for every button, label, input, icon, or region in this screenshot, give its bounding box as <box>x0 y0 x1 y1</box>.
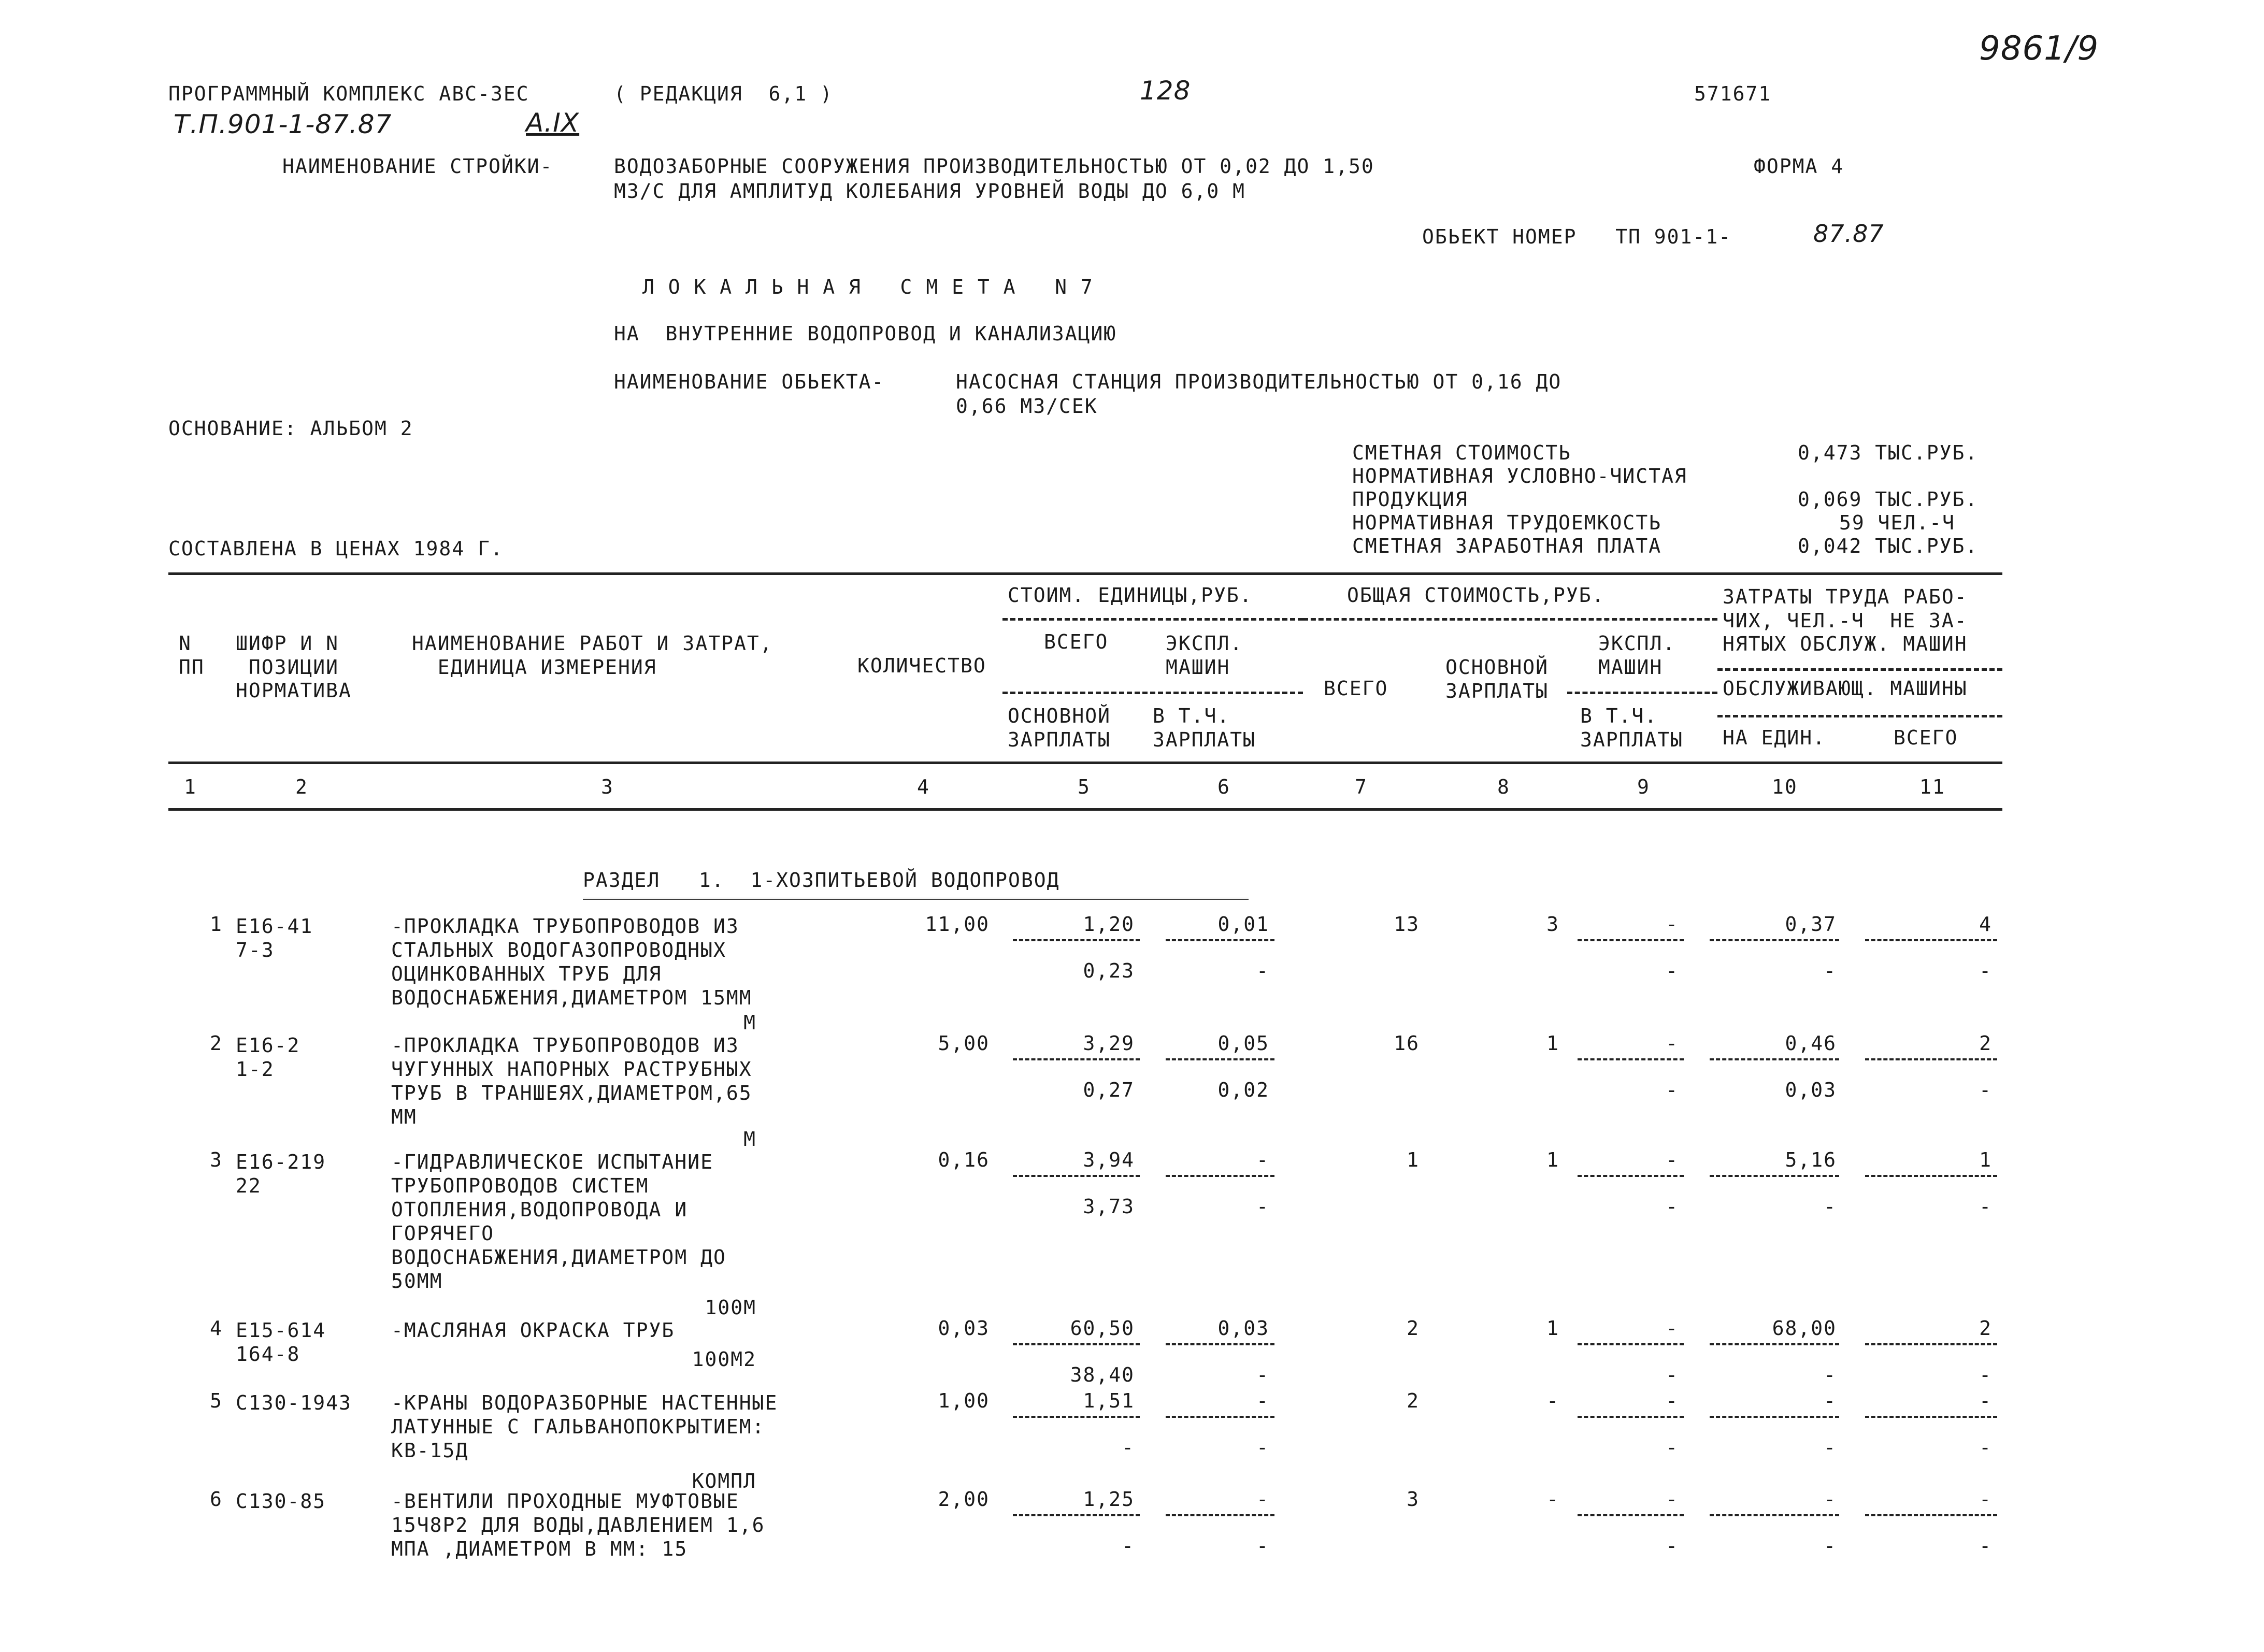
row-c11-total: 2 <box>1979 1032 1992 1055</box>
col-header-labor: ЗАТРАТЫ ТРУДА РАБО- ЧИХ, ЧЕЛ.-Ч НЕ ЗА- НЯТЫХ ОБСЛУЖ. МАШИН <box>1723 585 1968 656</box>
col-header-c5-bot: ОСНОВНОЙ ЗАРПЛАТЫ <box>1008 705 1111 751</box>
row-c7-total: 2 <box>1407 1317 1420 1340</box>
row-qty: 2,00 <box>938 1488 990 1511</box>
row-sep-c6 <box>1166 939 1274 941</box>
row-code: Е15-614 164-8 <box>236 1319 326 1366</box>
object-name-line-1: НАСОСНАЯ СТАНЦИЯ ПРОИЗВОДИТЕЛЬНОСТЬЮ ОТ 0,16 ДО <box>956 370 1562 393</box>
summary-value-2: 0,069 ТЫС.РУБ. <box>1798 488 1979 511</box>
rule-unit-cost <box>1002 618 1303 621</box>
row-sep-c11 <box>1865 1058 1997 1060</box>
row-sep-c9 <box>1578 939 1684 941</box>
row-c11-machines: - <box>1979 959 1992 982</box>
col-header-c11: ВСЕГО <box>1894 726 1958 749</box>
row-c11-machines: - <box>1979 1534 1992 1557</box>
summary-value-4: 0,042 ТЫС.РУБ. <box>1798 535 1979 557</box>
row-code: С130-1943 <box>236 1391 352 1414</box>
rule-unit-split <box>1002 692 1303 694</box>
col-header-unit-cost: СТОИМ. ЕДИНИЦЫ,РУБ. <box>1008 584 1253 607</box>
handwritten-tp: Т.П.901-1-87.87 <box>174 109 392 139</box>
row-c9-machines: - <box>1666 913 1679 936</box>
row-c7-total: 13 <box>1394 913 1420 936</box>
row-qty: 0,03 <box>938 1317 990 1340</box>
row-name: -ВЕНТИЛИ ПРОХОДНЫЕ МУФТОВЫЕ 15Ч8Р2 ДЛЯ ВОДЫ,ДАВЛЕНИЕМ 1,6 МПА ,ДИАМЕТРОМ В ММ: 15 <box>391 1490 765 1560</box>
row-sep-c10 <box>1710 1058 1839 1060</box>
col-header-labor-sub: ОБСЛУЖИВАЮЩ. МАШИНЫ <box>1723 677 1968 700</box>
colnum-5: 5 <box>1078 775 1091 798</box>
section-underline <box>583 898 1249 900</box>
colnum-3: 3 <box>601 775 614 798</box>
colnum-4: 4 <box>917 775 930 798</box>
row-c8-salary: 1 <box>1546 1148 1559 1171</box>
row-sep-c9 <box>1578 1058 1684 1060</box>
row-unit: 100М2 <box>692 1348 756 1371</box>
col-header-c7: ВСЕГО <box>1324 677 1388 700</box>
row-c10-per-unit: - <box>1824 1389 1837 1412</box>
form-label: ФОРМА 4 <box>1754 155 1844 178</box>
row-number: 6 <box>210 1488 223 1511</box>
row-sep-c9 <box>1578 1514 1684 1516</box>
row-c6-salary: - <box>1256 1195 1269 1218</box>
row-c8-salary: 1 <box>1546 1317 1559 1340</box>
summary-label-2: ПРОДУКЦИЯ <box>1352 488 1468 511</box>
row-c11-machines: - <box>1979 1363 1992 1386</box>
row-c6-machines: - <box>1256 1488 1269 1511</box>
row-c5-total: 3,94 <box>1083 1148 1135 1171</box>
col-header-name: НАИМЕНОВАНИЕ РАБОТ И ЗАТРАТ, ЕДИНИЦА ИЗМЕРЕНИЯ <box>412 632 773 679</box>
summary-label-0: СМЕТНАЯ СТОИМОСТЬ <box>1352 441 1571 464</box>
row-c5-salary: 38,40 <box>1070 1363 1135 1386</box>
row-c6-salary: - <box>1256 959 1269 982</box>
row-c6-machines: 0,05 <box>1217 1032 1269 1055</box>
colnum-11: 11 <box>1919 775 1945 798</box>
row-c5-salary: 0,27 <box>1083 1079 1135 1101</box>
row-c5-total: 3,29 <box>1083 1032 1135 1055</box>
row-sep-c9 <box>1578 1416 1684 1418</box>
document-subtitle: НА ВНУТРЕННИЕ ВОДОПРОВОД И КАНАЛИЗАЦИЮ <box>614 322 1117 345</box>
row-c10-machines: - <box>1824 959 1837 982</box>
row-c10-per-unit: 0,37 <box>1785 913 1837 936</box>
row-c5-salary: 0,23 <box>1083 959 1135 982</box>
row-c5-salary: 3,73 <box>1083 1195 1135 1218</box>
row-c10-per-unit: 5,16 <box>1785 1148 1837 1171</box>
row-number: 5 <box>210 1389 223 1412</box>
row-c9-salary: - <box>1666 1195 1679 1218</box>
row-c9-machines: - <box>1666 1032 1679 1055</box>
row-c11-total: - <box>1979 1389 1992 1412</box>
row-sep-c6 <box>1166 1175 1274 1177</box>
row-code: Е16-2 1-2 <box>236 1034 300 1081</box>
row-sep-c10 <box>1710 1416 1839 1418</box>
summary-value-3: 59 ЧЕЛ.-Ч <box>1839 511 1955 534</box>
row-c7-total: 16 <box>1394 1032 1420 1055</box>
col-header-c8: ОСНОВНОЙ ЗАРПЛАТЫ <box>1445 656 1549 702</box>
row-c11-machines: - <box>1979 1436 1992 1459</box>
stroyka-line-2: М3/С ДЛЯ АМПЛИТУД КОЛЕБАНИЯ УРОВНЕЙ ВОДЫ ДО 6,0 М <box>614 180 1246 203</box>
row-name: -КРАНЫ ВОДОРАЗБОРНЫЕ НАСТЕННЫЕ ЛАТУННЫЕ С ГАЛЬВАНОПОКРЫТИЕМ: КВ-15Д <box>391 1391 778 1462</box>
stroyka-label: НАИМЕНОВАНИЕ СТРОЙКИ- <box>282 155 553 178</box>
row-sep-c10 <box>1710 1343 1839 1345</box>
row-sep-c6 <box>1166 1343 1274 1345</box>
row-c5-total: 1,51 <box>1083 1389 1135 1412</box>
row-c10-machines: - <box>1824 1436 1837 1459</box>
row-c8-salary: 1 <box>1546 1032 1559 1055</box>
row-sep-c11 <box>1865 939 1997 941</box>
row-qty: 11,00 <box>925 913 990 936</box>
row-code: Е16-41 7-3 <box>236 915 313 961</box>
colnum-8: 8 <box>1497 775 1510 798</box>
row-c6-salary: - <box>1256 1363 1269 1386</box>
col-header-total-cost: ОБЩАЯ СТОИМОСТЬ,РУБ. <box>1347 584 1605 607</box>
row-name: -ПРОКЛАДКА ТРУБОПРОВОДОВ ИЗ СТАЛЬНЫХ ВОДОГАЗОПРОВОДНЫХ ОЦИНКОВАННЫХ ТРУБ ДЛЯ ВОДОСНАБЖЕНИЯ,ДИАМЕТРОМ 15ММ <box>391 915 752 1009</box>
row-c8-salary: - <box>1546 1389 1559 1412</box>
colnum-7: 7 <box>1355 775 1368 798</box>
row-number: 1 <box>210 913 223 936</box>
table-header-bottom-rule <box>168 762 2002 764</box>
program-name: ПРОГРАММНЫЙ КОМПЛЕКС АВС-3ЕС <box>168 82 529 105</box>
summary-label-4: СМЕТНАЯ ЗАРАБОТНАЯ ПЛАТА <box>1352 535 1662 557</box>
row-c10-per-unit: - <box>1824 1488 1837 1511</box>
row-number: 3 <box>210 1148 223 1171</box>
column-numbers-rule <box>168 808 2002 811</box>
row-c6-salary: - <box>1256 1534 1269 1557</box>
row-sep-c5 <box>1013 1416 1140 1418</box>
row-sep-c11 <box>1865 1514 1997 1516</box>
col-header-c6-top: ЭКСПЛ. МАШИН <box>1166 632 1243 679</box>
section-title: РАЗДЕЛ 1. 1-ХОЗПИТЬЕВОЙ ВОДОПРОВОД <box>583 869 1060 892</box>
row-c6-machines: - <box>1256 1148 1269 1171</box>
row-sep-c5 <box>1013 1514 1140 1516</box>
row-sep-c9 <box>1578 1175 1684 1177</box>
stroyka-line-1: ВОДОЗАБОРНЫЕ СООРУЖЕНИЯ ПРОИЗВОДИТЕЛЬНОСТЬЮ ОТ 0,02 ДО 1,50 <box>614 155 1374 178</box>
col-header-code: ШИФР И N ПОЗИЦИИ НОРМАТИВА <box>236 632 352 702</box>
page-number: 128 <box>1140 76 1191 106</box>
row-c6-salary: 0,02 <box>1217 1079 1269 1101</box>
row-number: 2 <box>210 1032 223 1055</box>
object-name-line-2: 0,66 М3/СЕК <box>956 395 1098 418</box>
row-unit: КОМПЛ <box>692 1470 756 1492</box>
row-c10-machines: - <box>1824 1534 1837 1557</box>
price-level: СОСТАВЛЕНА В ЦЕНАХ 1984 Г. <box>168 537 504 560</box>
row-name: -МАСЛЯНАЯ ОКРАСКА ТРУБ <box>391 1319 675 1342</box>
row-c6-salary: - <box>1256 1436 1269 1459</box>
row-c10-machines: - <box>1824 1195 1837 1218</box>
row-name: -ПРОКЛАДКА ТРУБОПРОВОДОВ ИЗ ЧУГУННЫХ НАПОРНЫХ РАСТРУБНЫХ ТРУБ В ТРАНШЕЯХ,ДИАМЕТРОМ,65 ММ <box>391 1034 752 1128</box>
handwritten-album: А.IX <box>526 108 580 138</box>
table-top-rule <box>168 572 2002 575</box>
row-sep-c11 <box>1865 1343 1997 1345</box>
row-c10-machines: 0,03 <box>1785 1079 1837 1101</box>
row-sep-c10 <box>1710 1514 1839 1516</box>
row-qty: 0,16 <box>938 1148 990 1171</box>
row-sep-c5 <box>1013 1058 1140 1060</box>
rule-labor-split2 <box>1717 715 2002 717</box>
object-name-label: НАИМЕНОВАНИЕ ОБЬЕКТА- <box>614 370 885 393</box>
row-c10-per-unit: 68,00 <box>1772 1317 1837 1340</box>
row-c9-machines: - <box>1666 1317 1679 1340</box>
row-code: Е16-219 22 <box>236 1151 326 1197</box>
row-c11-total: 4 <box>1979 913 1992 936</box>
row-unit: М <box>743 1128 756 1151</box>
row-number: 4 <box>210 1317 223 1340</box>
row-sep-c6 <box>1166 1416 1274 1418</box>
row-c7-total: 3 <box>1407 1488 1420 1511</box>
row-c11-machines: - <box>1979 1195 1992 1218</box>
row-sep-c11 <box>1865 1175 1997 1177</box>
col-header-n: N ПП <box>179 632 205 679</box>
col-header-c5-top: ВСЕГО <box>1044 630 1109 653</box>
row-code: С130-85 <box>236 1490 326 1513</box>
row-sep-c10 <box>1710 939 1839 941</box>
row-c9-salary: - <box>1666 1534 1679 1557</box>
row-sep-c11 <box>1865 1416 1997 1418</box>
colnum-2: 2 <box>295 775 308 798</box>
row-c10-per-unit: 0,46 <box>1785 1032 1837 1055</box>
row-c9-machines: - <box>1666 1148 1679 1171</box>
row-unit: М <box>743 1011 756 1034</box>
edition: ( РЕДАКЦИЯ 6,1 ) <box>614 82 833 105</box>
row-sep-c5 <box>1013 939 1140 941</box>
col-header-c6-bot: В Т.Ч. ЗАРПЛАТЫ <box>1153 705 1256 751</box>
doc-code: 571671 <box>1694 82 1772 105</box>
row-c6-machines: 0,01 <box>1217 913 1269 936</box>
colnum-10: 10 <box>1772 775 1798 798</box>
row-sep-c6 <box>1166 1514 1274 1516</box>
row-c11-total: - <box>1979 1488 1992 1511</box>
row-c5-total: 1,25 <box>1083 1488 1135 1511</box>
object-number-hw: 87.87 <box>1813 220 1884 248</box>
col-header-c10: НА ЕДИН. <box>1723 726 1826 749</box>
row-sep-c6 <box>1166 1058 1274 1060</box>
row-c5-total: 1,20 <box>1083 913 1135 936</box>
colnum-9: 9 <box>1637 775 1650 798</box>
row-name: -ГИДРАВЛИЧЕСКОЕ ИСПЫТАНИЕ ТРУБОПРОВОДОВ СИСТЕМ ОТОПЛЕНИЯ,ВОДОПРОВОДА И ГОРЯЧЕГО ВОДОСНАБЖЕНИЯ,ДИАМЕТРОМ ДО 50ММ <box>391 1151 726 1292</box>
row-c9-salary: - <box>1666 1436 1679 1459</box>
row-c9-machines: - <box>1666 1389 1679 1412</box>
row-c7-total: 2 <box>1407 1389 1420 1412</box>
row-sep-c5 <box>1013 1343 1140 1345</box>
row-c6-machines: 0,03 <box>1217 1317 1269 1340</box>
row-c11-machines: - <box>1979 1079 1992 1101</box>
row-qty: 5,00 <box>938 1032 990 1055</box>
row-qty: 1,00 <box>938 1389 990 1412</box>
row-c5-total: 60,50 <box>1070 1317 1135 1340</box>
row-c11-total: 1 <box>1979 1148 1992 1171</box>
row-c7-total: 1 <box>1407 1148 1420 1171</box>
row-unit: 100М <box>705 1296 756 1319</box>
colnum-1: 1 <box>184 775 197 798</box>
object-label: ОБЬЕКТ НОМЕР ТП 901-1- <box>1422 225 1732 248</box>
summary-value-0: 0,473 ТЫС.РУБ. <box>1798 441 1979 464</box>
rule-c9-split <box>1567 692 1717 694</box>
colnum-6: 6 <box>1217 775 1230 798</box>
row-c6-machines: - <box>1256 1389 1269 1412</box>
rule-total-cost <box>1303 618 1717 621</box>
col-header-c9-top: ЭКСПЛ. МАШИН <box>1598 632 1676 679</box>
row-sep-c9 <box>1578 1343 1684 1345</box>
basis: ОСНОВАНИЕ: АЛЬБОМ 2 <box>168 417 413 440</box>
row-c9-machines: - <box>1666 1488 1679 1511</box>
row-sep-c5 <box>1013 1175 1140 1177</box>
summary-label-1: НОРМАТИВНАЯ УСЛОВНО-ЧИСТАЯ <box>1352 465 1687 487</box>
rule-labor-split1 <box>1717 668 2002 671</box>
row-c9-salary: - <box>1666 1363 1679 1386</box>
row-c8-salary: - <box>1546 1488 1559 1511</box>
row-c5-salary: - <box>1122 1534 1135 1557</box>
document-title: Л О К А Л Ь Н А Я С М Е Т А N 7 <box>642 276 1094 298</box>
row-c11-total: 2 <box>1979 1317 1992 1340</box>
col-header-c9-bot: В Т.Ч. ЗАРПЛАТЫ <box>1580 705 1684 751</box>
row-c5-salary: - <box>1122 1436 1135 1459</box>
row-c8-salary: 3 <box>1546 913 1559 936</box>
archive-stamp: 9861/9 <box>1979 30 2099 68</box>
row-c10-machines: - <box>1824 1363 1837 1386</box>
col-header-qty: КОЛИЧЕСТВО <box>857 654 986 677</box>
row-c9-salary: - <box>1666 959 1679 982</box>
summary-label-3: НОРМАТИВНАЯ ТРУДОЕМКОСТЬ <box>1352 511 1662 534</box>
row-sep-c10 <box>1710 1175 1839 1177</box>
row-c9-salary: - <box>1666 1079 1679 1101</box>
